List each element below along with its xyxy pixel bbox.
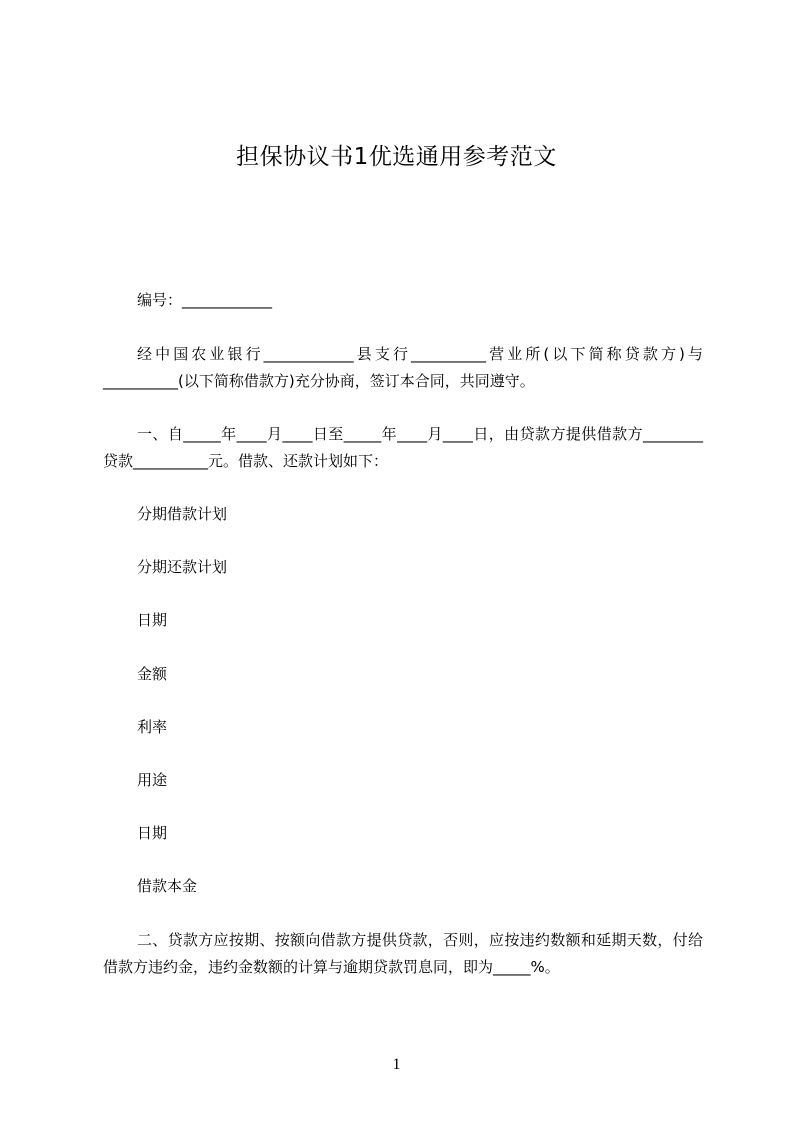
list-item-date: 日期	[137, 611, 168, 629]
list-item-interest-rate: 利率	[137, 718, 168, 736]
contract-number-line: 编号：____________	[137, 291, 273, 309]
clause-one-paragraph: 一、自_____年____月____日至_____年____月____日，由贷款方提供借款方________贷款__________元。借款、还款计划如下：	[103, 425, 703, 470]
list-item-amount: 金额	[137, 665, 168, 683]
page-number: 1	[392, 1056, 401, 1073]
list-item-purpose: 用途	[137, 771, 168, 789]
intro-paragraph: 经中国农业银行____________县支行__________营业所(以下简称贷款方)与__________(以下简称借款方)充分协商，签订本合同，共同遵守。	[103, 345, 703, 390]
list-item-date-second: 日期	[137, 824, 168, 842]
clause-two-paragraph: 二、贷款方应按期、按额向借款方提供贷款，否则，应按违约数额和延期天数，付给借款方违约金，违约金数额的计算与逾期贷款罚息同，即为_____%。	[103, 931, 703, 976]
list-item-installment-loan-plan: 分期借款计划	[137, 505, 228, 523]
list-item-loan-principal: 借款本金	[137, 877, 198, 895]
list-item-installment-repayment-plan: 分期还款计划	[137, 558, 228, 576]
document-title: 担保协议书1优选通用参考范文	[236, 144, 557, 170]
